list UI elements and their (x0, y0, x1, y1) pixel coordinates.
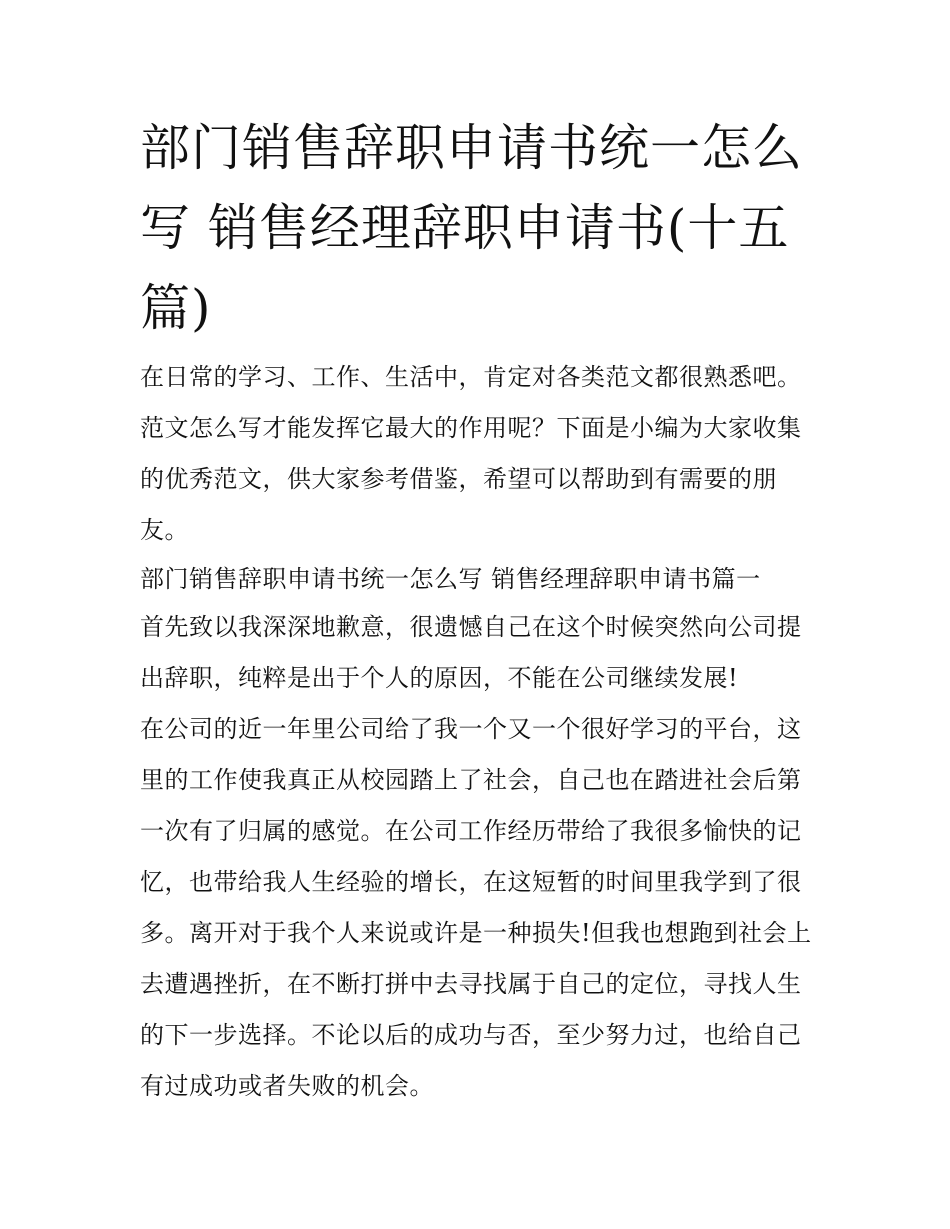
document-title: 部门销售辞职申请书统一怎么写 销售经理辞职申请书(十五篇) (140, 119, 803, 337)
section-heading: 部门销售辞职申请书统一怎么写 销售经理辞职申请书篇一 (140, 565, 761, 593)
document-body (140, 352, 820, 1112)
body-paragraph: 在公司的近一年里公司给了我一个又一个很好学习的平台，这里的工作使我真正从校园踏上了社会，自己也在踏进社会后第一次有了归属的感觉。在公司工作经历带给了我很多愉快的记忆，也带给我人生经验的增长，在这短暂的时间里我学到了很多。离开对于我个人来说或许是一种损失!但我也想跑到社会上去遭遇挫折，在不断打拼中去寻找属于自己的定位，寻找人生的下一步选择。不论以后的成功与否，至少努力过，也给自己有过成功或者失败的机会。 (140, 715, 812, 1100)
intro-paragraph: 在日常的学习、工作、生活中，肯定对各类范文都很熟悉吧。范文怎么写才能发挥它最大的作用呢？下面是小编为大家收集的优秀范文，供大家参考借鉴，希望可以帮助到有需要的朋友。 (140, 363, 802, 544)
body-paragraph: 首先致以我深深地歉意，很遗憾自己在这个时候突然向公司提出辞职，纯粹是出于个人的原因，不能在公司继续发展! (140, 613, 802, 692)
